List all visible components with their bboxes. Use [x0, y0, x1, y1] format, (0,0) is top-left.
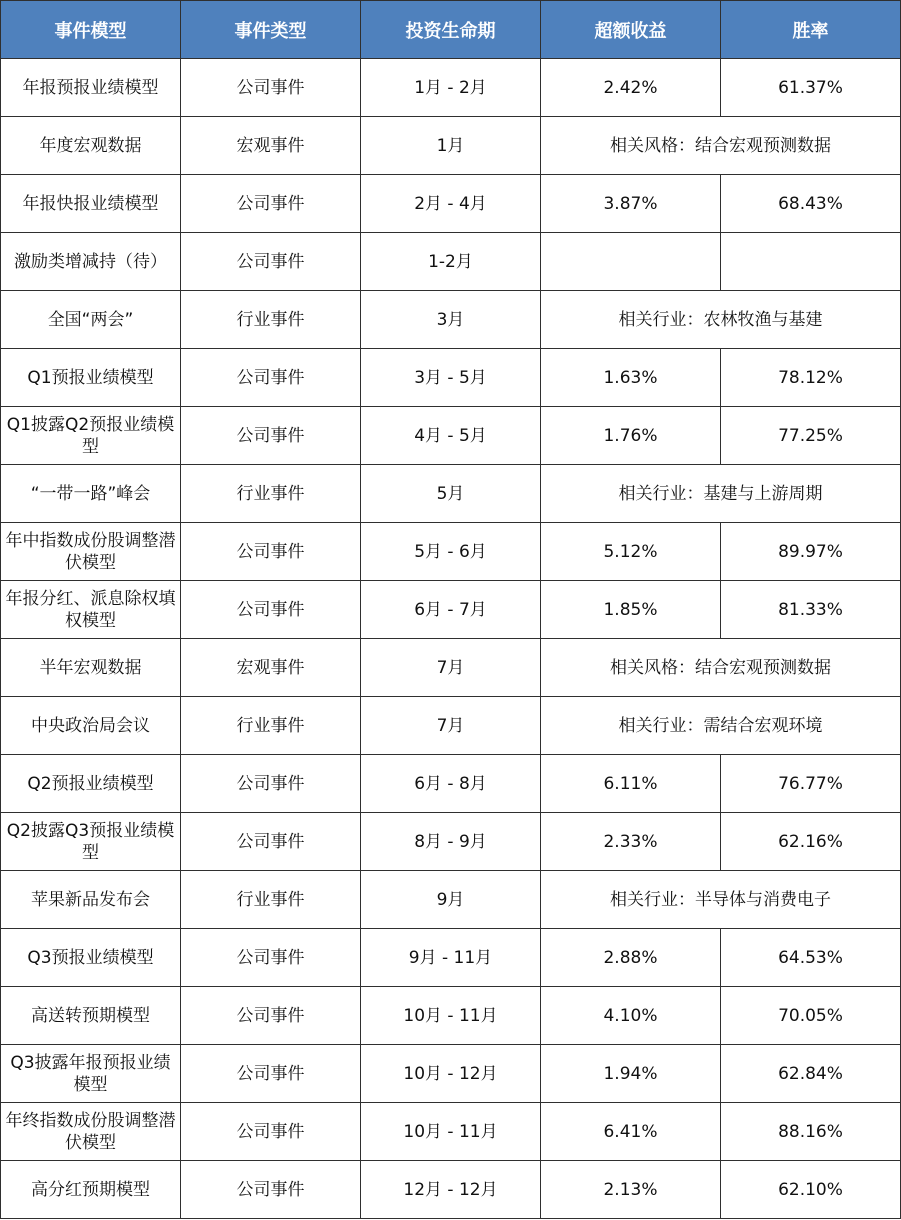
- cell-event-model: 年报分红、派息除权填权模型: [1, 581, 181, 639]
- table-row: [1, 581, 901, 639]
- table-row: [1, 813, 901, 871]
- cell-investment-period: 12月 - 12月: [361, 1161, 541, 1219]
- cell-event-type: 宏观事件: [181, 639, 361, 697]
- cell-event-type: 公司事件: [181, 175, 361, 233]
- cell-excess-return: 1.76%: [541, 407, 721, 465]
- table-row: [1, 697, 901, 755]
- cell-excess-return: 1.85%: [541, 581, 721, 639]
- cell-excess-return: 1.94%: [541, 1045, 721, 1103]
- table-row: [1, 233, 901, 291]
- cell-excess-return: 2.33%: [541, 813, 721, 871]
- cell-investment-period: 9月: [361, 871, 541, 929]
- cell-investment-period: 7月: [361, 697, 541, 755]
- cell-related-note: 相关行业：基建与上游周期: [541, 465, 901, 523]
- cell-event-model: 中央政治局会议: [1, 697, 181, 755]
- cell-related-note: 相关风格：结合宏观预测数据: [541, 639, 901, 697]
- cell-excess-return: 6.11%: [541, 755, 721, 813]
- cell-event-model: 年终指数成份股调整潜伏模型: [1, 1103, 181, 1161]
- cell-event-model: 高送转预期模型: [1, 987, 181, 1045]
- cell-event-type: 公司事件: [181, 523, 361, 581]
- cell-event-model: 高分红预期模型: [1, 1161, 181, 1219]
- cell-excess-return: 4.10%: [541, 987, 721, 1045]
- cell-event-model: 苹果新品发布会: [1, 871, 181, 929]
- cell-win-rate: 76.77%: [721, 755, 901, 813]
- table-row: [1, 871, 901, 929]
- cell-win-rate: 89.97%: [721, 523, 901, 581]
- cell-investment-period: 4月 - 5月: [361, 407, 541, 465]
- cell-investment-period: 3月 - 5月: [361, 349, 541, 407]
- cell-event-model: Q3预报业绩模型: [1, 929, 181, 987]
- cell-event-type: 公司事件: [181, 1045, 361, 1103]
- cell-event-type: 公司事件: [181, 1161, 361, 1219]
- table-row: [1, 349, 901, 407]
- cell-event-type: 公司事件: [181, 407, 361, 465]
- cell-event-model: 年中指数成份股调整潜伏模型: [1, 523, 181, 581]
- cell-event-type: 行业事件: [181, 871, 361, 929]
- table-row: [1, 1103, 901, 1161]
- cell-win-rate: 78.12%: [721, 349, 901, 407]
- cell-event-model: 年报快报业绩模型: [1, 175, 181, 233]
- cell-excess-return: 2.13%: [541, 1161, 721, 1219]
- cell-excess-return: 3.87%: [541, 175, 721, 233]
- cell-excess-return: 1.63%: [541, 349, 721, 407]
- cell-related-note: 相关行业：半导体与消费电子: [541, 871, 901, 929]
- cell-investment-period: 7月: [361, 639, 541, 697]
- cell-event-type: 公司事件: [181, 813, 361, 871]
- cell-event-model: Q2预报业绩模型: [1, 755, 181, 813]
- cell-event-model: “一带一路”峰会: [1, 465, 181, 523]
- cell-related-note: 相关行业：需结合宏观环境: [541, 697, 901, 755]
- cell-event-type: 公司事件: [181, 349, 361, 407]
- cell-event-model: 年度宏观数据: [1, 117, 181, 175]
- cell-investment-period: 1月 - 2月: [361, 59, 541, 117]
- cell-event-type: 公司事件: [181, 987, 361, 1045]
- cell-excess-return: [541, 233, 721, 291]
- cell-win-rate: 68.43%: [721, 175, 901, 233]
- cell-investment-period: 10月 - 11月: [361, 1103, 541, 1161]
- cell-win-rate: 62.84%: [721, 1045, 901, 1103]
- cell-investment-period: 1-2月: [361, 233, 541, 291]
- cell-win-rate: [721, 233, 901, 291]
- table-row: [1, 59, 901, 117]
- cell-excess-return: 2.88%: [541, 929, 721, 987]
- cell-event-model: Q2披露Q3预报业绩模型: [1, 813, 181, 871]
- cell-event-model: 激励类增减持（待）: [1, 233, 181, 291]
- cell-event-type: 行业事件: [181, 697, 361, 755]
- cell-investment-period: 10月 - 11月: [361, 987, 541, 1045]
- header-row: [1, 1, 901, 59]
- cell-win-rate: 62.16%: [721, 813, 901, 871]
- cell-win-rate: 81.33%: [721, 581, 901, 639]
- cell-investment-period: 9月 - 11月: [361, 929, 541, 987]
- cell-event-model: Q1披露Q2预报业绩模型: [1, 407, 181, 465]
- cell-win-rate: 70.05%: [721, 987, 901, 1045]
- cell-event-model: 半年宏观数据: [1, 639, 181, 697]
- cell-investment-period: 1月: [361, 117, 541, 175]
- table-row: [1, 1161, 901, 1219]
- header-excess-return: 超额收益: [541, 1, 721, 59]
- table-row: [1, 987, 901, 1045]
- table-row: [1, 465, 901, 523]
- cell-event-type: 行业事件: [181, 291, 361, 349]
- cell-related-note: 相关风格：结合宏观预测数据: [541, 117, 901, 175]
- table-row: [1, 291, 901, 349]
- table-body: [1, 59, 901, 1219]
- cell-investment-period: 2月 - 4月: [361, 175, 541, 233]
- cell-event-type: 公司事件: [181, 581, 361, 639]
- table-row: [1, 755, 901, 813]
- cell-investment-period: 8月 - 9月: [361, 813, 541, 871]
- cell-win-rate: 88.16%: [721, 1103, 901, 1161]
- cell-event-type: 行业事件: [181, 465, 361, 523]
- cell-event-type: 公司事件: [181, 755, 361, 813]
- cell-win-rate: 61.37%: [721, 59, 901, 117]
- table-row: [1, 1045, 901, 1103]
- cell-event-type: 公司事件: [181, 59, 361, 117]
- header-event-model: 事件模型: [1, 1, 181, 59]
- table-row: [1, 523, 901, 581]
- cell-event-type: 公司事件: [181, 1103, 361, 1161]
- cell-win-rate: 77.25%: [721, 407, 901, 465]
- header-win-rate: 胜率: [721, 1, 901, 59]
- cell-related-note: 相关行业：农林牧渔与基建: [541, 291, 901, 349]
- cell-event-model: 年报预报业绩模型: [1, 59, 181, 117]
- cell-win-rate: 62.10%: [721, 1161, 901, 1219]
- header-investment-period: 投资生命期: [361, 1, 541, 59]
- cell-event-model: Q1预报业绩模型: [1, 349, 181, 407]
- cell-excess-return: 6.41%: [541, 1103, 721, 1161]
- cell-investment-period: 5月 - 6月: [361, 523, 541, 581]
- cell-investment-period: 6月 - 7月: [361, 581, 541, 639]
- table-row: [1, 929, 901, 987]
- table-row: [1, 407, 901, 465]
- cell-win-rate: 64.53%: [721, 929, 901, 987]
- cell-excess-return: 2.42%: [541, 59, 721, 117]
- cell-event-type: 公司事件: [181, 929, 361, 987]
- cell-investment-period: 6月 - 8月: [361, 755, 541, 813]
- cell-event-type: 宏观事件: [181, 117, 361, 175]
- cell-event-model: 全国“两会”: [1, 291, 181, 349]
- table-row: [1, 639, 901, 697]
- cell-excess-return: 5.12%: [541, 523, 721, 581]
- table-row: [1, 117, 901, 175]
- cell-investment-period: 10月 - 12月: [361, 1045, 541, 1103]
- cell-investment-period: 5月: [361, 465, 541, 523]
- cell-event-type: 公司事件: [181, 233, 361, 291]
- cell-investment-period: 3月: [361, 291, 541, 349]
- header-event-type: 事件类型: [181, 1, 361, 59]
- table-row: [1, 175, 901, 233]
- cell-event-model: Q3披露年报预报业绩模型: [1, 1045, 181, 1103]
